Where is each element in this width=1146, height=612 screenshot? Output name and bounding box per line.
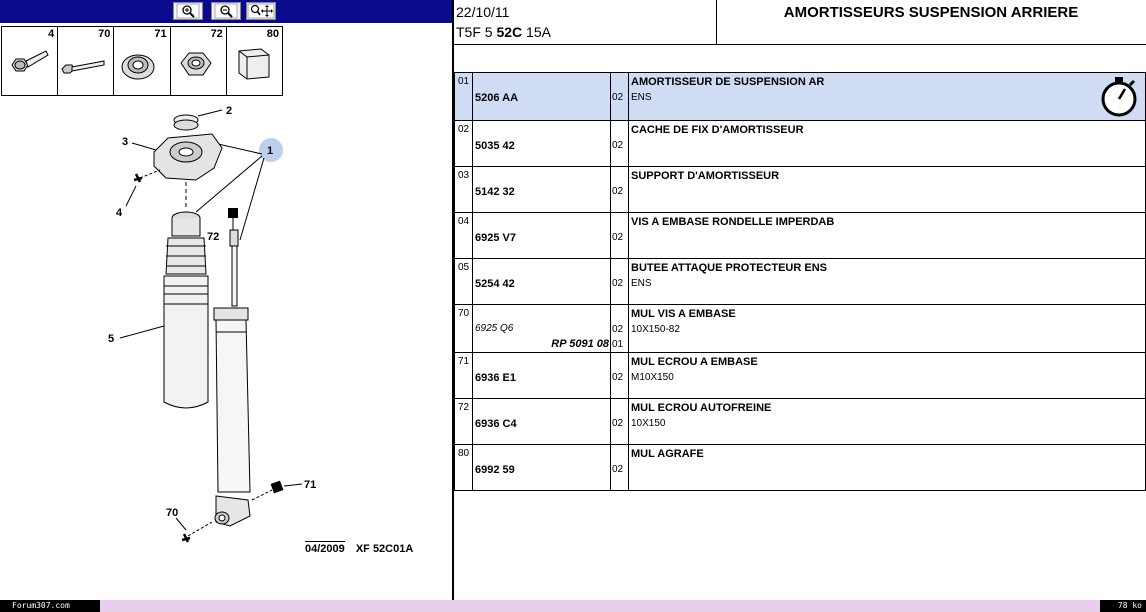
header-date: 22/10/11: [456, 4, 510, 20]
parts-list-pane: [454, 0, 1146, 600]
part-description: MUL AGRAFE: [631, 448, 704, 460]
row-index: 70: [455, 305, 473, 352]
row-ref-cell: [473, 305, 611, 352]
part-detail: 10X150-82: [631, 324, 680, 335]
row-desc-cell: [629, 121, 1145, 166]
table-row[interactable]: [455, 305, 1145, 353]
row-desc-cell: [629, 445, 1145, 490]
part-reference[interactable]: 5142 32: [475, 186, 515, 198]
zoom-pan-icon: [247, 3, 275, 19]
table-row[interactable]: [455, 213, 1145, 259]
row-qty-cell: [611, 445, 629, 490]
quantity: 02: [612, 92, 624, 103]
status-bar: [0, 600, 1146, 612]
flange-nut-icon: [114, 39, 170, 95]
row-qty-cell: [611, 305, 629, 352]
bolt-icon: [58, 39, 114, 95]
part-thumb-72[interactable]: 72: [171, 27, 227, 95]
row-index: 02: [455, 121, 473, 166]
row-ref-cell: [473, 167, 611, 212]
clip-icon: [227, 39, 283, 95]
small-parts-strip: [1, 26, 283, 96]
header-code: T5F 5 52C 15A: [456, 24, 551, 40]
table-row[interactable]: [455, 167, 1145, 213]
part-description: CACHE DE FIX D'AMORTISSEUR: [631, 124, 804, 136]
row-ref-cell: [473, 213, 611, 258]
callout-70[interactable]: 70: [166, 507, 179, 519]
part-thumb-70[interactable]: 70: [58, 27, 114, 95]
zoom-pan-button[interactable]: [246, 2, 276, 20]
table-row[interactable]: [455, 73, 1145, 121]
row-qty-cell: [611, 259, 629, 304]
row-desc-cell: [629, 353, 1145, 398]
table-row[interactable]: [455, 353, 1145, 399]
row-qty-cell: [611, 399, 629, 444]
part-reference[interactable]: 5035 42: [475, 140, 515, 152]
table-row[interactable]: [455, 445, 1145, 491]
row-qty-cell: [611, 213, 629, 258]
row-qty-cell: [611, 121, 629, 166]
part-reference[interactable]: 5206 AA: [475, 92, 519, 104]
zoom-in-icon: [176, 3, 200, 19]
callout-4[interactable]: 4: [116, 207, 123, 219]
row-index: 01: [455, 73, 473, 120]
part-thumb-4[interactable]: 4: [2, 27, 58, 95]
row-desc-cell: [629, 213, 1145, 258]
diagram-toolbar: [0, 0, 452, 23]
screw-icon: [2, 39, 58, 95]
status-size: 78 ko: [1100, 600, 1146, 612]
replacement-reference[interactable]: RP 5091 08: [551, 338, 609, 350]
callout-3[interactable]: 3: [122, 136, 129, 148]
quantity: 02: [612, 186, 624, 197]
header-info: [454, 0, 717, 44]
row-index: 72: [455, 399, 473, 444]
zoom-out-icon: [214, 3, 238, 19]
stopwatch-icon[interactable]: [1097, 75, 1141, 119]
row-ref-cell: [473, 121, 611, 166]
quantity: 02: [612, 464, 624, 475]
callout-72[interactable]: 72: [207, 231, 220, 243]
part-description: MUL ECROU AUTOFREINE: [631, 402, 772, 414]
part-detail: ENS: [631, 92, 652, 103]
callout-1[interactable]: 1: [267, 145, 274, 157]
table-row[interactable]: [455, 259, 1145, 305]
parts-header: [454, 0, 1146, 45]
lock-nut-icon: [171, 39, 227, 95]
row-desc-cell: [629, 73, 1145, 120]
table-row[interactable]: [455, 399, 1145, 445]
part-detail: ENS: [631, 278, 652, 289]
part-description: SUPPORT D'AMORTISSEUR: [631, 170, 780, 182]
diagram-ref-code: XF 52C01A: [355, 543, 414, 555]
part-description: MUL ECROU A EMBASE: [631, 356, 758, 368]
row-desc-cell: [629, 399, 1145, 444]
callout-71[interactable]: 71: [304, 479, 317, 491]
zoom-out-button[interactable]: [211, 2, 241, 20]
row-ref-cell: [473, 353, 611, 398]
row-desc-cell: [629, 167, 1145, 212]
part-description: BUTEE ATTAQUE PROTECTEUR ENS: [631, 262, 827, 274]
row-ref-cell: [473, 399, 611, 444]
quantity: 02: [612, 418, 624, 429]
part-description: AMORTISSEUR DE SUSPENSION AR: [631, 76, 825, 88]
row-ref-cell: [473, 73, 611, 120]
row-index: 04: [455, 213, 473, 258]
row-qty-cell: [611, 73, 629, 120]
quantity: 02: [612, 372, 624, 383]
quantity: 02: [612, 324, 624, 335]
quantity: 02: [612, 140, 624, 151]
diagram-ref-date: 04/2009: [305, 543, 345, 555]
row-ref-cell: [473, 445, 611, 490]
part-reference[interactable]: 6992 59: [475, 464, 515, 476]
part-reference[interactable]: 6936 C4: [475, 418, 517, 430]
row-index: 80: [455, 445, 473, 490]
part-thumb-71[interactable]: 71: [114, 27, 170, 95]
part-detail: M10X150: [631, 372, 674, 383]
part-reference[interactable]: 6925 V7: [475, 232, 516, 244]
part-description: MUL VIS A EMBASE: [631, 308, 736, 320]
row-qty-cell: [611, 167, 629, 212]
part-reference[interactable]: 6936 E1: [475, 372, 516, 384]
callout-2[interactable]: 2: [226, 105, 233, 117]
row-ref-cell: [473, 259, 611, 304]
row-qty-cell: [611, 353, 629, 398]
zoom-in-button[interactable]: [173, 2, 203, 20]
row-desc-cell: [629, 305, 1145, 352]
part-detail: 10X150: [631, 418, 666, 429]
part-thumb-80[interactable]: 80: [227, 27, 282, 95]
quantity-2: 01: [612, 339, 624, 350]
page-title: AMORTISSEURS SUSPENSION ARRIERE: [783, 4, 1079, 21]
row-index: 05: [455, 259, 473, 304]
callout-5[interactable]: 5: [108, 333, 115, 345]
status-site: Forum307.com: [0, 600, 100, 612]
part-description: VIS A EMBASE RONDELLE IMPERDAB: [631, 216, 835, 228]
diagram-pane: [0, 0, 452, 600]
diagram-reference: [305, 543, 413, 555]
row-index: 71: [455, 353, 473, 398]
parts-table: [454, 73, 1146, 491]
quantity: 02: [612, 232, 624, 243]
quantity: 02: [612, 278, 624, 289]
part-reference[interactable]: 5254 42: [475, 278, 515, 290]
row-desc-cell: [629, 259, 1145, 304]
part-reference[interactable]: 6925 Q6: [475, 323, 514, 334]
table-row[interactable]: [455, 121, 1145, 167]
exploded-diagram: [0, 96, 452, 566]
row-index: 03: [455, 167, 473, 212]
